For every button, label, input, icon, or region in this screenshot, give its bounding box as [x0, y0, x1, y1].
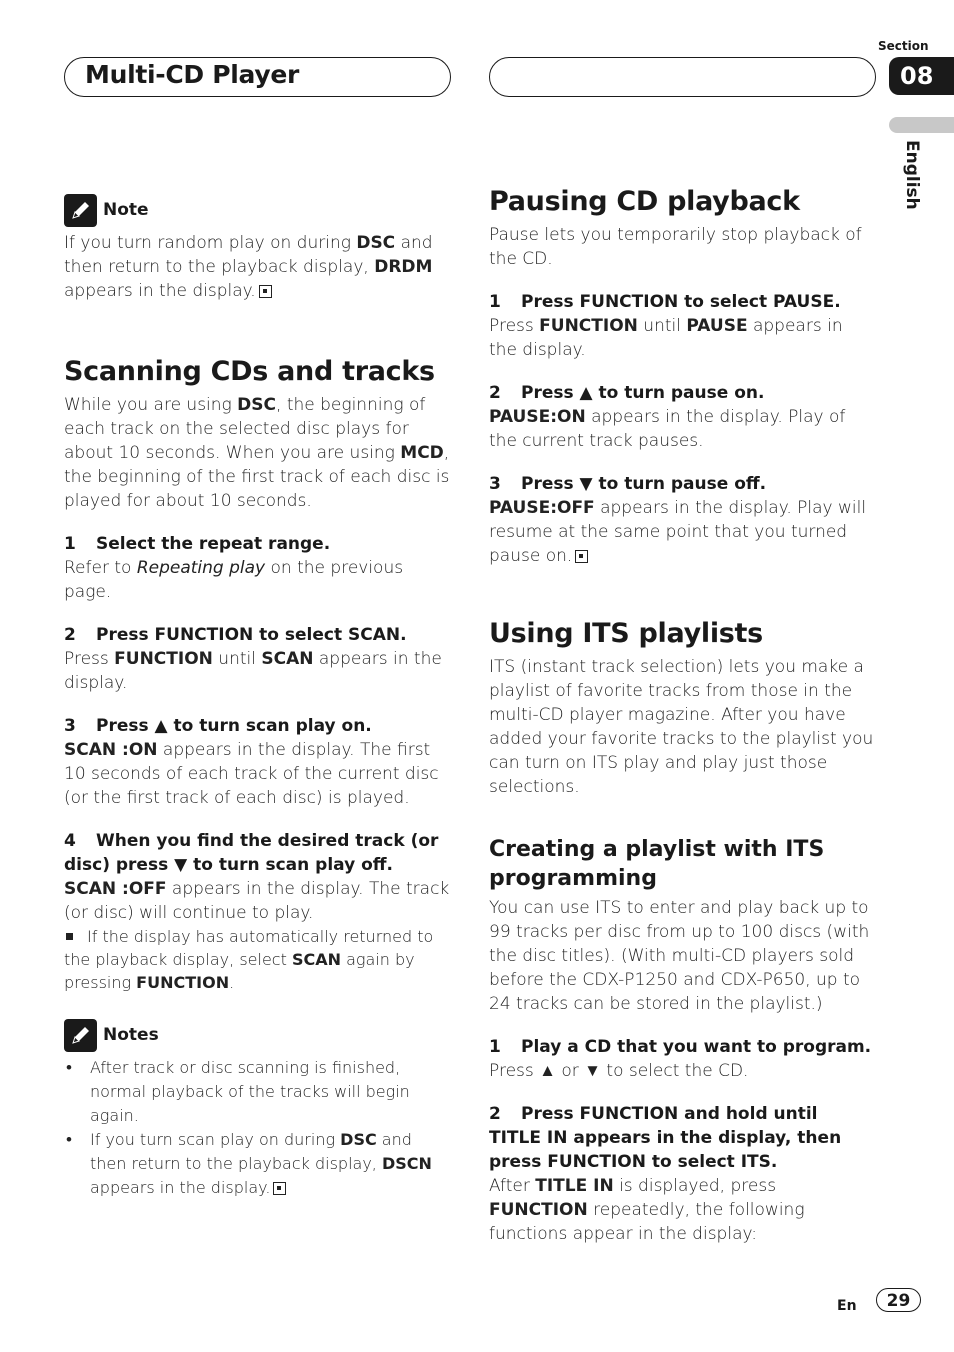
its-step-1-body: Press ▲ or ▼ to select the CD.: [489, 1061, 749, 1081]
page-number: 29: [876, 1288, 921, 1312]
bullet: •: [66, 1130, 72, 1150]
section-heading-scanning: Scanning CDs and tracks: [64, 356, 435, 387]
header-left-frame: [64, 57, 451, 97]
scan-step-4-note: If the display has automatically returned to the playback display, select SCAN again by pressing FUNCTION.: [64, 927, 434, 992]
pause-step-1-body: Press FUNCTION until PAUSE appears in the display.: [489, 316, 843, 360]
its-step-2-title: 2 Press FUNCTION and hold until TITLE IN appears in the display, then press FUNCTION to select ITS.: [489, 1104, 842, 1172]
section-heading-its: Using ITS playlists: [489, 618, 763, 649]
note-text: If you turn random play on during DSC and then return to the playback display, DRDM appears in the display.: [64, 233, 433, 301]
section-number-badge: 08: [889, 57, 954, 95]
end-mark-icon: [273, 1182, 286, 1195]
scan-step-3-body: SCAN :ON appears in the display. The first 10 seconds of each track of the current disc (or the first track of each disc) is played.: [64, 740, 439, 808]
scan-step-2-body: Press FUNCTION until SCAN appears in the display.: [64, 649, 442, 693]
pausing-intro: Pause lets you temporarily stop playback of the CD.: [489, 225, 862, 269]
scanning-intro: While you are using DSC, the beginning of each track on the selected disc plays for about 10 seconds. When you are using MCD, the beginning of the first track of each disc is played for about 10 seconds.: [64, 395, 450, 511]
left-column: [64, 193, 450, 1200]
section-heading-pausing: Pausing CD playback: [489, 186, 800, 217]
scan-step-2-title: 2 Press FUNCTION to select SCAN.: [64, 625, 407, 645]
language-label: English: [902, 140, 922, 210]
note-title: Note: [103, 200, 149, 220]
pause-step-3-body: PAUSE:OFF appears in the display. Play will resume at the same point that you turned pause on.: [489, 498, 867, 566]
pause-step-2-body: PAUSE:ON appears in the display. Play of the current track pauses.: [489, 407, 846, 451]
pause-step-1-title: 1 Press FUNCTION to select PAUSE.: [489, 292, 841, 312]
pause-step-2-title: 2 Press ▲ to turn pause on.: [489, 383, 765, 403]
notes-title: Notes: [103, 1025, 159, 1045]
language-tab: [889, 117, 954, 133]
its-step-1-title: 1 Play a CD that you want to program.: [489, 1037, 872, 1057]
footer-language: En: [837, 1298, 857, 1314]
its-intro: ITS (instant track selection) lets you make a playlist of favorite tracks from those in the multi-CD player magazine. After you have added your favorite tracks to the playlist you can turn on ITS play and play just those selections.: [489, 657, 874, 797]
pause-step-3-title: 3 Press ▼ to turn pause off.: [489, 474, 767, 494]
scan-step-3-title: 3 Press ▲ to turn scan play on.: [64, 716, 372, 736]
notes-header: [64, 1018, 450, 1052]
scan-step-1-title: 1 Select the repeat range.: [64, 534, 331, 554]
section-label: Section: [878, 39, 929, 53]
scan-step-4-title: 4 When you find the desired track (or disc) press ▼ to turn scan play off.: [64, 831, 439, 875]
note-header: [64, 193, 450, 227]
end-mark-icon: [575, 550, 588, 563]
page-header-title: Multi-CD Player: [85, 60, 300, 89]
bullet: •: [66, 1058, 72, 1078]
pencil-icon: [64, 1019, 97, 1052]
header-right-frame: [489, 57, 876, 97]
scan-step-1-body: Refer to Repeating play on the previous page.: [64, 558, 404, 602]
its-step-2-body: After TITLE IN is displayed, press FUNCTION repeatedly, the following functions appear in the display:: [489, 1176, 805, 1244]
scan-step-4-body: SCAN :OFF appears in the display. The track (or disc) will continue to play.: [64, 879, 450, 923]
creating-intro: You can use ITS to enter and play back up to 99 tracks per disc from up to 100 discs (with the disc titles). (With multi-CD players sold before the CDX-P1250 and CDX-P650, up to 24 tracks can be stored in the playlist.): [489, 898, 870, 1014]
notes-item: • After track or disc scanning is finished, normal playback of the tracks will begin again.: [66, 1058, 410, 1125]
notes-item: • If you turn scan play on during DSC and then return to the playback display, DSCN appears in the display.: [66, 1130, 432, 1197]
pencil-icon: [64, 194, 97, 227]
right-column: [489, 186, 875, 1246]
end-mark-icon: [259, 285, 272, 298]
square-bullet-icon: [66, 933, 73, 940]
subheading-creating-playlist: Creating a playlist with ITS programming: [489, 837, 825, 891]
